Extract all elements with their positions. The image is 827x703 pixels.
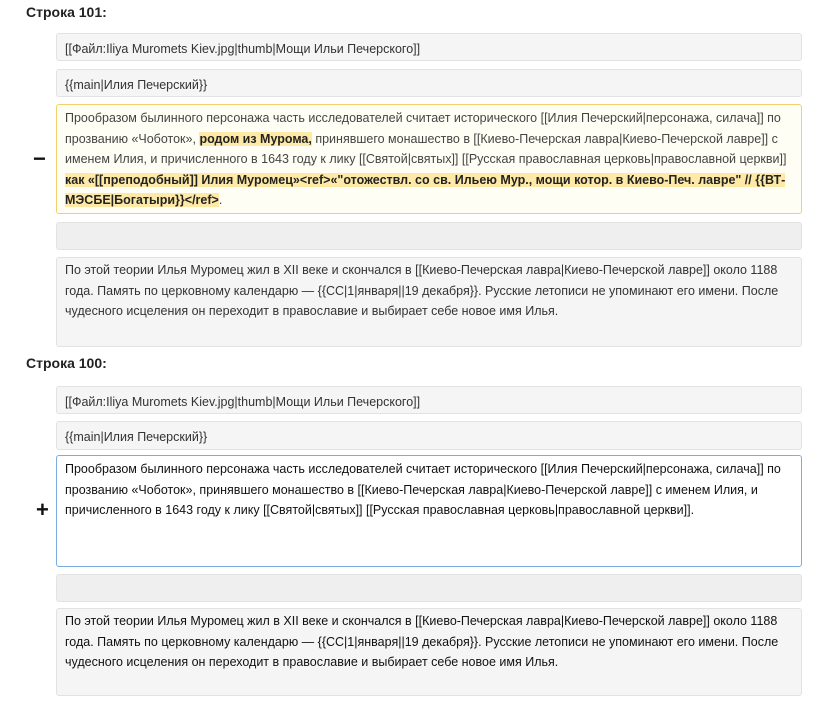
deleted-text-2: принявшего монашество в [[Киево-Печерская лавра|Киево-Печерской лавре]] с именем Илия, и причисленного в 1643 году к лику [[Святой|святых]] [[Русская православная церковь|православной церкви]] [65,131,787,166]
old-line-header: Строка 101: [26,4,107,20]
old-empty-line [56,222,802,250]
added-line-marker: + [36,497,49,522]
new-line-header: Строка 100: [26,355,107,371]
added-line: Прообразом былинного персонажа часть исследователей считает исторического [[Илия Печерский|персонажа, силача]] по прозванию «Чоботок», принявшего монашество в [[Киево-Печерская лавра|Киево-Печерской лавре]] с именем Илия, и причисленного в 1643 году к лику [[Святой|святых]] [[Русская православная церковь|православной церкви]]. [56,455,802,567]
new-context-line-file: [[Файл:Iliya Muromets Kiev.jpg|thumb|Мощи Ильи Печерского]] [56,386,802,414]
new-context-line-main: {{main|Илия Печерский}} [56,421,802,450]
deleted-highlight-murom: родом из Мурома, [199,131,312,146]
old-context-line-file: [[Файл:Iliya Muromets Kiev.jpg|thumb|Мощи Ильи Печерского]] [56,33,802,61]
new-empty-line [56,574,802,602]
deleted-highlight-ref: как «[[преподобный]] Илия Муромец»<ref>«"отожествл. со св. Ильею Мур., мощи котор. в Киево-Печ. лавре" // {{ВТ-МЭСБЕ|Богатыри}}</ref> [65,172,786,207]
old-context-paragraph: По этой теории Илья Муромец жил в XII веке и скончался в [[Киево-Печерская лавра|Киево-Печерской лавре]] около 1188 года. Память по церковному календарю — {{СС|1|января||19 декабря}}. Русские летописи не упоминают его имени. После чудесного исцеления он переходит в православие и выбирает себе новое имя Илья. [56,257,802,347]
old-context-line-main: {{main|Илия Печерский}} [56,69,802,97]
deleted-line [56,104,802,214]
deleted-text-3: . [218,193,223,207]
new-context-paragraph: По этой теории Илья Муромец жил в XII веке и скончался в [[Киево-Печерская лавра|Киево-Печерской лавре]] около 1188 года. Память по церковному календарю — {{СС|1|января||19 декабря}}. Русские летописи не упоминают его имени. После чудесного исцеления он переходит в православие и выбирает себе новое имя Илья. [56,608,802,696]
deleted-line-marker: − [33,146,46,171]
deleted-text-1: Прообразом былинного персонажа часть исследователей считает исторического [[Илия Печерский|персонажа, силача]] по прозванию «Чоботок», [65,111,781,146]
